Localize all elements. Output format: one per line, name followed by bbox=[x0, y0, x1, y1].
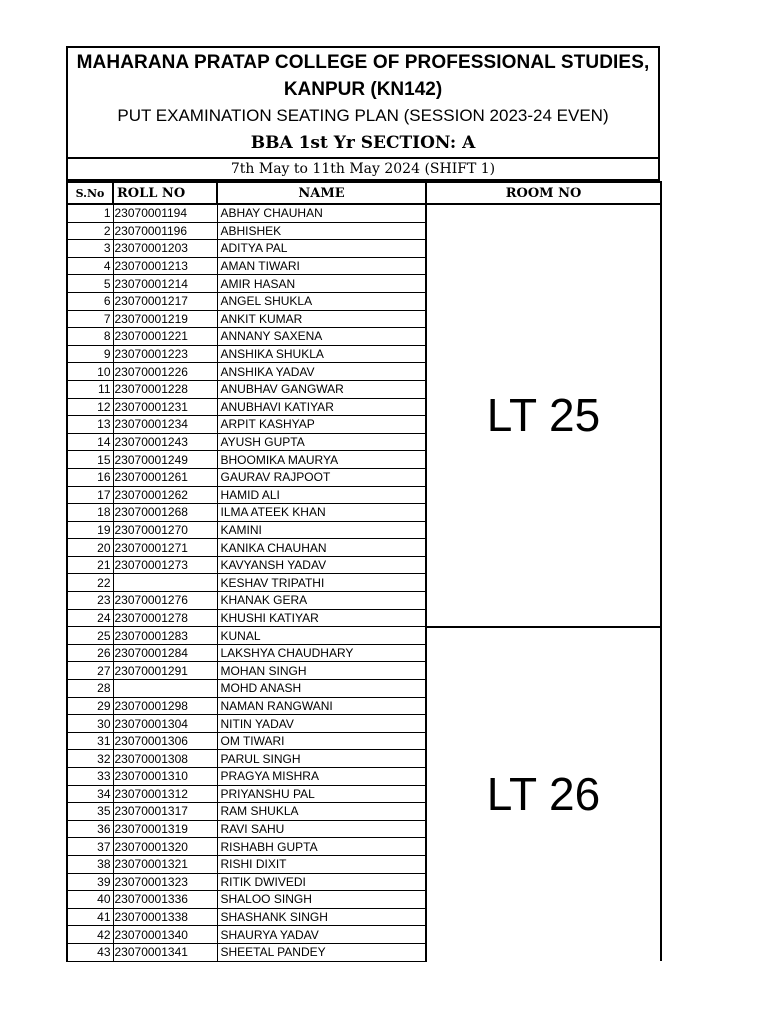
student-name: RISHABH GUPTA bbox=[217, 838, 426, 856]
student-roll-no: 23070001217 bbox=[113, 292, 217, 310]
student-roll-no: 23070001310 bbox=[113, 768, 217, 786]
student-sno: 25 bbox=[67, 627, 113, 645]
student-sno: 24 bbox=[67, 609, 113, 627]
student-name: ABHAY CHAUHAN bbox=[217, 204, 426, 222]
student-sno: 18 bbox=[67, 504, 113, 522]
student-name: SHEETAL PANDEY bbox=[217, 943, 426, 961]
student-name: LAKSHYA CHAUDHARY bbox=[217, 644, 426, 662]
student-name: ANKIT KUMAR bbox=[217, 310, 426, 328]
col-header-room: ROOM NO bbox=[426, 182, 661, 204]
student-name: KESHAV TRIPATHI bbox=[217, 574, 426, 592]
student-roll-no: 23070001203 bbox=[113, 240, 217, 258]
student-sno: 39 bbox=[67, 873, 113, 891]
student-name: KAVYANSH YADAV bbox=[217, 556, 426, 574]
table-body bbox=[67, 204, 661, 961]
student-roll-no: 23070001338 bbox=[113, 908, 217, 926]
student-sno: 6 bbox=[67, 292, 113, 310]
table-header-row bbox=[67, 182, 661, 204]
student-roll-no: 23070001262 bbox=[113, 486, 217, 504]
student-roll-no: 23070001306 bbox=[113, 732, 217, 750]
student-sno: 28 bbox=[67, 680, 113, 698]
student-name: ANUBHAVI KATIYAR bbox=[217, 398, 426, 416]
student-sno: 3 bbox=[67, 240, 113, 258]
student-sno: 17 bbox=[67, 486, 113, 504]
student-roll-no: 23070001319 bbox=[113, 820, 217, 838]
student-roll-no: 23070001261 bbox=[113, 468, 217, 486]
student-sno: 13 bbox=[67, 416, 113, 434]
student-sno: 8 bbox=[67, 328, 113, 346]
student-sno: 23 bbox=[67, 592, 113, 610]
student-sno: 37 bbox=[67, 838, 113, 856]
student-name: KHANAK GERA bbox=[217, 592, 426, 610]
student-name: OM TIWARI bbox=[217, 732, 426, 750]
student-sno: 36 bbox=[67, 820, 113, 838]
student-roll-no: 23070001284 bbox=[113, 644, 217, 662]
student-roll-no: 23070001243 bbox=[113, 433, 217, 451]
student-name: RAM SHUKLA bbox=[217, 803, 426, 821]
student-sno: 5 bbox=[67, 275, 113, 293]
student-roll-no bbox=[113, 574, 217, 592]
student-sno: 43 bbox=[67, 943, 113, 961]
student-roll-no: 23070001273 bbox=[113, 556, 217, 574]
student-sno: 7 bbox=[67, 310, 113, 328]
student-name: ANNANY SAXENA bbox=[217, 328, 426, 346]
student-name: NAMAN RANGWANI bbox=[217, 697, 426, 715]
student-roll-no: 23070001323 bbox=[113, 873, 217, 891]
student-roll-no: 23070001234 bbox=[113, 416, 217, 434]
student-roll-no: 23070001308 bbox=[113, 750, 217, 768]
student-roll-no: 23070001341 bbox=[113, 943, 217, 961]
student-roll-no: 23070001304 bbox=[113, 715, 217, 733]
student-roll-no: 23070001271 bbox=[113, 539, 217, 557]
student-sno: 42 bbox=[67, 926, 113, 944]
student-name: RITIK DWIVEDI bbox=[217, 873, 426, 891]
student-sno: 4 bbox=[67, 257, 113, 275]
student-roll-no: 23070001317 bbox=[113, 803, 217, 821]
student-sno: 27 bbox=[67, 662, 113, 680]
student-sno: 33 bbox=[67, 768, 113, 786]
student-roll-no bbox=[113, 680, 217, 698]
student-sno: 12 bbox=[67, 398, 113, 416]
student-roll-no: 23070001283 bbox=[113, 627, 217, 645]
exam-dates: 7th May to 11th May 2024 (SHIFT 1) bbox=[66, 157, 660, 181]
student-roll-no: 23070001228 bbox=[113, 380, 217, 398]
student-name: ADITYA PAL bbox=[217, 240, 426, 258]
student-roll-no: 23070001291 bbox=[113, 662, 217, 680]
student-sno: 14 bbox=[67, 433, 113, 451]
student-roll-no: 23070001196 bbox=[113, 222, 217, 240]
student-name: PRAGYA MISHRA bbox=[217, 768, 426, 786]
student-name: KHUSHI KATIYAR bbox=[217, 609, 426, 627]
student-name: BHOOMIKA MAURYA bbox=[217, 451, 426, 469]
student-sno: 26 bbox=[67, 644, 113, 662]
col-header-name: NAME bbox=[217, 182, 426, 204]
student-sno: 38 bbox=[67, 855, 113, 873]
student-roll-no: 23070001221 bbox=[113, 328, 217, 346]
student-sno: 34 bbox=[67, 785, 113, 803]
sheet-header bbox=[66, 46, 660, 157]
student-name: KAMINI bbox=[217, 521, 426, 539]
section-title: BBA 1st Yr SECTION: A bbox=[250, 133, 476, 153]
student-name: GAURAV RAJPOOT bbox=[217, 468, 426, 486]
student-sno: 2 bbox=[67, 222, 113, 240]
seating-table bbox=[66, 181, 662, 962]
student-name: MOHAN SINGH bbox=[217, 662, 426, 680]
student-name: PRIYANSHU PAL bbox=[217, 785, 426, 803]
student-sno: 21 bbox=[67, 556, 113, 574]
student-name: ANUBHAV GANGWAR bbox=[217, 380, 426, 398]
room-number: LT 26 bbox=[426, 627, 661, 961]
table-row bbox=[67, 627, 661, 645]
student-name: MOHD ANASH bbox=[217, 680, 426, 698]
student-sno: 9 bbox=[67, 345, 113, 363]
student-roll-no: 23070001213 bbox=[113, 257, 217, 275]
student-sno: 30 bbox=[67, 715, 113, 733]
student-sno: 32 bbox=[67, 750, 113, 768]
student-roll-no: 23070001312 bbox=[113, 785, 217, 803]
student-name: ANSHIKA YADAV bbox=[217, 363, 426, 381]
student-name: SHASHANK SINGH bbox=[217, 908, 426, 926]
student-roll-no: 23070001231 bbox=[113, 398, 217, 416]
student-name: ABHISHEK bbox=[217, 222, 426, 240]
student-roll-no: 23070001336 bbox=[113, 891, 217, 909]
col-header-roll: ROLL NO bbox=[113, 182, 217, 204]
college-location: KANPUR (KN142) bbox=[283, 79, 443, 100]
student-roll-no: 23070001249 bbox=[113, 451, 217, 469]
student-roll-no: 23070001321 bbox=[113, 855, 217, 873]
student-roll-no: 23070001194 bbox=[113, 204, 217, 222]
seating-plan-sheet bbox=[66, 46, 660, 962]
student-name: HAMID ALI bbox=[217, 486, 426, 504]
student-sno: 31 bbox=[67, 732, 113, 750]
student-sno: 35 bbox=[67, 803, 113, 821]
student-sno: 11 bbox=[67, 380, 113, 398]
student-name: ARPIT KASHYAP bbox=[217, 416, 426, 434]
student-roll-no: 23070001214 bbox=[113, 275, 217, 293]
student-name: NITIN YADAV bbox=[217, 715, 426, 733]
student-name: AYUSH GUPTA bbox=[217, 433, 426, 451]
student-sno: 16 bbox=[67, 468, 113, 486]
student-name: AMIR HASAN bbox=[217, 275, 426, 293]
student-name: SHALOO SINGH bbox=[217, 891, 426, 909]
student-name: AMAN TIWARI bbox=[217, 257, 426, 275]
college-name: MAHARANA PRATAP COLLEGE OF PROFESSIONAL STUDIES, bbox=[76, 52, 650, 73]
student-roll-no: 23070001219 bbox=[113, 310, 217, 328]
student-sno: 20 bbox=[67, 539, 113, 557]
student-name: KUNAL bbox=[217, 627, 426, 645]
student-sno: 40 bbox=[67, 891, 113, 909]
student-roll-no: 23070001268 bbox=[113, 504, 217, 522]
student-name: RAVI SAHU bbox=[217, 820, 426, 838]
student-sno: 10 bbox=[67, 363, 113, 381]
student-name: ANGEL SHUKLA bbox=[217, 292, 426, 310]
student-sno: 15 bbox=[67, 451, 113, 469]
student-roll-no: 23070001340 bbox=[113, 926, 217, 944]
student-name: ANSHIKA SHUKLA bbox=[217, 345, 426, 363]
student-sno: 41 bbox=[67, 908, 113, 926]
student-name: KANIKA CHAUHAN bbox=[217, 539, 426, 557]
student-sno: 19 bbox=[67, 521, 113, 539]
student-sno: 29 bbox=[67, 697, 113, 715]
student-roll-no: 23070001226 bbox=[113, 363, 217, 381]
student-roll-no: 23070001320 bbox=[113, 838, 217, 856]
student-name: SHAURYA YADAV bbox=[217, 926, 426, 944]
student-sno: 22 bbox=[67, 574, 113, 592]
student-roll-no: 23070001276 bbox=[113, 592, 217, 610]
student-roll-no: 23070001223 bbox=[113, 345, 217, 363]
student-name: PARUL SINGH bbox=[217, 750, 426, 768]
room-number: LT 25 bbox=[426, 204, 661, 627]
student-name: ILMA ATEEK KHAN bbox=[217, 504, 426, 522]
table-row bbox=[67, 204, 661, 222]
student-roll-no: 23070001298 bbox=[113, 697, 217, 715]
plan-title: PUT EXAMINATION SEATING PLAN (SESSION 2023-24 EVEN) bbox=[117, 106, 609, 125]
student-name: RISHI DIXIT bbox=[217, 855, 426, 873]
student-roll-no: 23070001270 bbox=[113, 521, 217, 539]
col-header-sno: S.No bbox=[67, 182, 113, 204]
student-roll-no: 23070001278 bbox=[113, 609, 217, 627]
student-sno: 1 bbox=[67, 204, 113, 222]
